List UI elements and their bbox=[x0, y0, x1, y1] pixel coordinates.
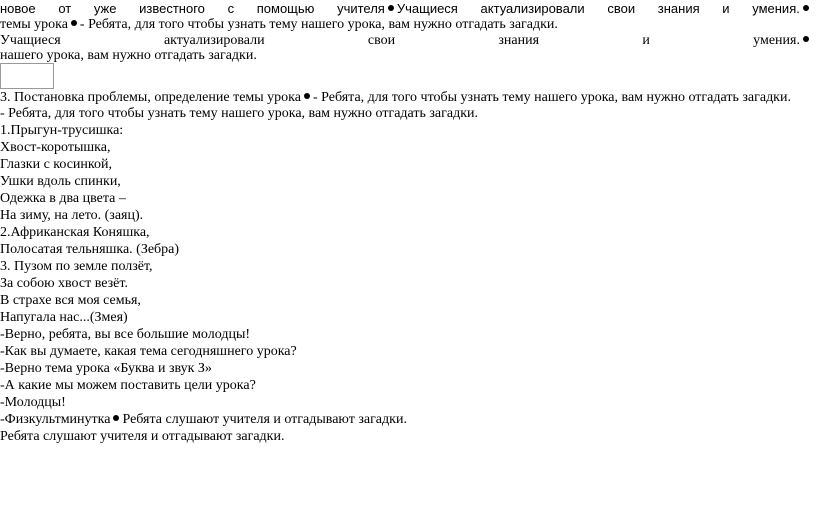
row3-word: Учащиеся bbox=[0, 33, 61, 48]
row1-word: умения. bbox=[752, 1, 800, 16]
row1-word: помощью bbox=[256, 1, 315, 16]
row3-word: и bbox=[642, 33, 650, 48]
row3-word: актуализировали bbox=[163, 33, 265, 48]
body-line: -Молодцы! bbox=[0, 395, 66, 410]
row3-justified-text bbox=[0, 33, 812, 49]
body-line: За собою хвост везёт. bbox=[0, 276, 128, 291]
row3-word: свои bbox=[367, 33, 396, 48]
row1-word: Учащиеся bbox=[396, 1, 458, 16]
bullet-icon bbox=[71, 20, 77, 26]
bullet-icon bbox=[803, 36, 809, 42]
row1-word: известного bbox=[139, 1, 205, 16]
body-line: -Как вы думаете, какая тема сегодняшнего урока? bbox=[0, 344, 297, 359]
bullet-icon bbox=[803, 5, 809, 11]
row1-word: свои bbox=[607, 1, 636, 16]
row1-justified-text bbox=[0, 1, 812, 16]
row2-part-a: темы урока bbox=[0, 17, 68, 32]
body-line: Ушки вдоль спинки, bbox=[0, 174, 121, 189]
bullet-icon bbox=[113, 415, 119, 421]
bullet-icon bbox=[304, 93, 310, 99]
fizkult-part-a: -Физкультминутка bbox=[0, 412, 111, 427]
row1-word: учителя bbox=[337, 1, 385, 16]
row4-text: нашего урока, вам нужно отгадать загадки. bbox=[0, 48, 257, 63]
body-line: Полосатая тельняшка. (Зебра) bbox=[0, 242, 180, 257]
row1-word: знания bbox=[657, 1, 700, 16]
last-line: Ребята слушают учителя и отгадывают загадки. bbox=[0, 429, 285, 444]
body-line: Глазки с косинкой, bbox=[0, 157, 112, 172]
row1-word: уже bbox=[93, 1, 117, 16]
row1-word-group bbox=[337, 1, 458, 16]
row1-word-group bbox=[752, 1, 812, 16]
row1-word: с bbox=[227, 1, 235, 16]
row2-part-b: - Ребята, для того чтобы узнать тему нашего урока, вам нужно отгадать загадки. bbox=[79, 17, 558, 32]
body-line: В страхе вся моя семья, bbox=[0, 293, 141, 308]
body-line: 2.Африканская Коняшка, bbox=[0, 225, 150, 240]
section3-part-b: - Ребята, для того чтобы узнать тему нашего урока, вам нужно отгадать загадки. bbox=[312, 90, 791, 105]
row1-word: новое bbox=[0, 1, 36, 16]
fizkult-part-b: Ребята слушают учителя и отгадывают загадки. bbox=[122, 412, 407, 427]
row3-word: знания bbox=[498, 33, 540, 48]
row3-word-group bbox=[753, 33, 812, 49]
bullet-icon bbox=[388, 5, 394, 11]
empty-frame-box bbox=[0, 63, 54, 89]
body-line: 1.Прыгун-трусишка: bbox=[0, 123, 124, 138]
section3-heading bbox=[0, 90, 812, 106]
body-line: Напугала нас...(Змея) bbox=[0, 310, 128, 325]
body-line: Одежка в два цвета – bbox=[0, 191, 126, 206]
section3-part-a: 3. Постановка проблемы, определение темы урока bbox=[0, 90, 301, 105]
row1-word: актуализировали bbox=[480, 1, 585, 16]
row1-word: от bbox=[58, 1, 72, 16]
body-line: Хвост-коротышка, bbox=[0, 140, 111, 155]
row1-word: и bbox=[722, 1, 730, 16]
body-line: -Верно, ребята, вы все большие молодцы! bbox=[0, 327, 251, 342]
body-line: -Верно тема урока «Буква и звук З» bbox=[0, 361, 212, 376]
row2-text bbox=[0, 17, 812, 33]
body-line: -А какие мы можем поставить цели урока? bbox=[0, 378, 256, 393]
row3-word: умения. bbox=[753, 33, 800, 48]
fizkult-line bbox=[0, 412, 812, 428]
body-line: 3. Пузом по земле ползёт, bbox=[0, 259, 153, 274]
body-line: - Ребята, для того чтобы узнать тему нашего урока, вам нужно отгадать загадки. bbox=[0, 106, 478, 121]
body-line: На зиму, на лето. (заяц). bbox=[0, 208, 144, 223]
